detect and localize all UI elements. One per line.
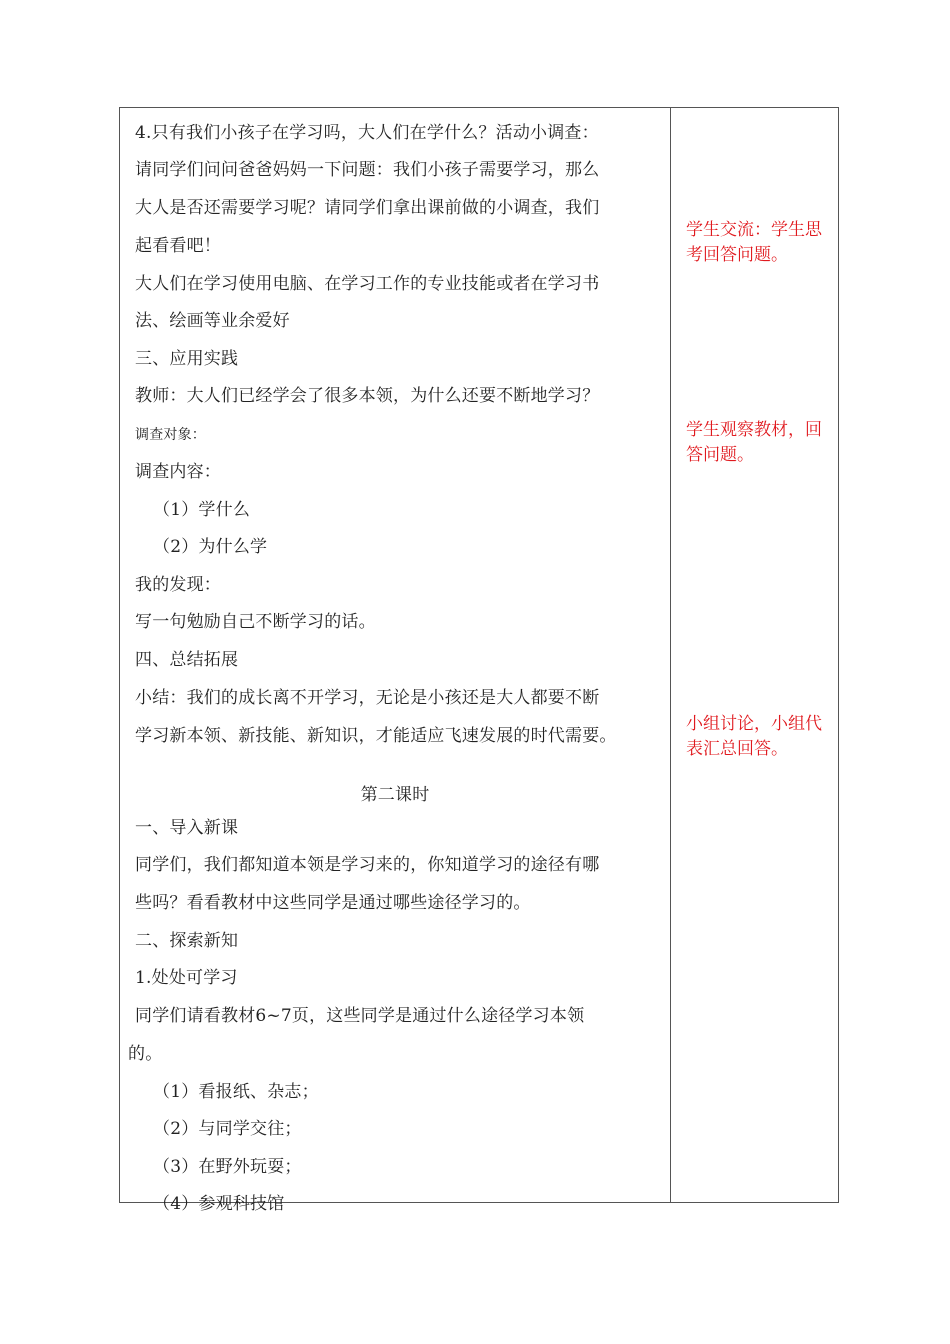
list-item: （2）为什么学 — [153, 537, 268, 557]
text-line: 调查内容： — [135, 462, 221, 482]
text-line: 我的发现： — [135, 575, 221, 595]
section-heading: 一、导入新课 — [135, 818, 239, 838]
text-line: 请同学们问问爸爸妈妈一下问题：我们小孩子需要学习，那么 — [135, 160, 600, 180]
text-line: 同学们请看教材6~7页，这些同学是通过什么途径学习本领 — [135, 1006, 585, 1026]
list-item: （3）在野外玩耍； — [153, 1157, 302, 1177]
section-heading: 二、探索新知 — [135, 931, 239, 951]
text-line: 1.处处可学习 — [135, 968, 238, 988]
text-line: 些吗？看看教材中这些同学是通过哪些途径学习的。 — [135, 893, 531, 913]
text-line: 起看看吧！ — [135, 236, 221, 256]
lesson-title: 第二课时 — [360, 785, 430, 805]
text-line: 同学们，我们都知道本领是学习来的，你知道学习的途径有哪 — [135, 855, 600, 875]
text-line: 法、绘画等业余爱好 — [135, 311, 290, 331]
text-line: 的。 — [128, 1044, 163, 1064]
list-item: （2）与同学交往； — [153, 1119, 302, 1139]
student-note: 学生观察教材，回答问题。 — [686, 420, 822, 465]
section-heading: 四、总结拓展 — [135, 650, 239, 670]
text-line: 调查对象： — [135, 427, 206, 443]
lesson-table — [119, 107, 839, 1214]
student-note: 小组讨论，小组代表汇总回答。 — [686, 714, 822, 759]
text-line: 大人是否还需要学习呢？请同学们拿出课前做的小调查，我们 — [135, 198, 600, 218]
section-heading: 三、应用实践 — [135, 349, 239, 369]
text-line: 学习新本领、新技能、新知识，才能适应飞速发展的时代需要。 — [135, 726, 617, 746]
text-line: 大人们在学习使用电脑、在学习工作的专业技能或者在学习书 — [135, 274, 600, 294]
list-item: （4）参观科技馆 — [153, 1194, 285, 1214]
list-item: （1）学什么 — [153, 500, 251, 520]
student-note: 学生交流：学生思考回答问题。 — [686, 220, 822, 265]
text-line: 小结：我们的成长离不开学习，无论是小孩还是大人都要不断 — [135, 688, 600, 708]
text-line: 写一句勉励自己不断学习的话。 — [135, 612, 376, 632]
text-line: 教师：大人们已经学会了很多本领，为什么还要不断地学习？ — [135, 386, 600, 406]
teacher-activity-column — [120, 108, 670, 1214]
student-activity-column — [671, 108, 839, 1202]
text-line: 4.只有我们小孩子在学习吗，大人们在学什么？活动小调查： — [135, 123, 599, 143]
list-item: （1）看报纸、杂志； — [153, 1082, 319, 1102]
